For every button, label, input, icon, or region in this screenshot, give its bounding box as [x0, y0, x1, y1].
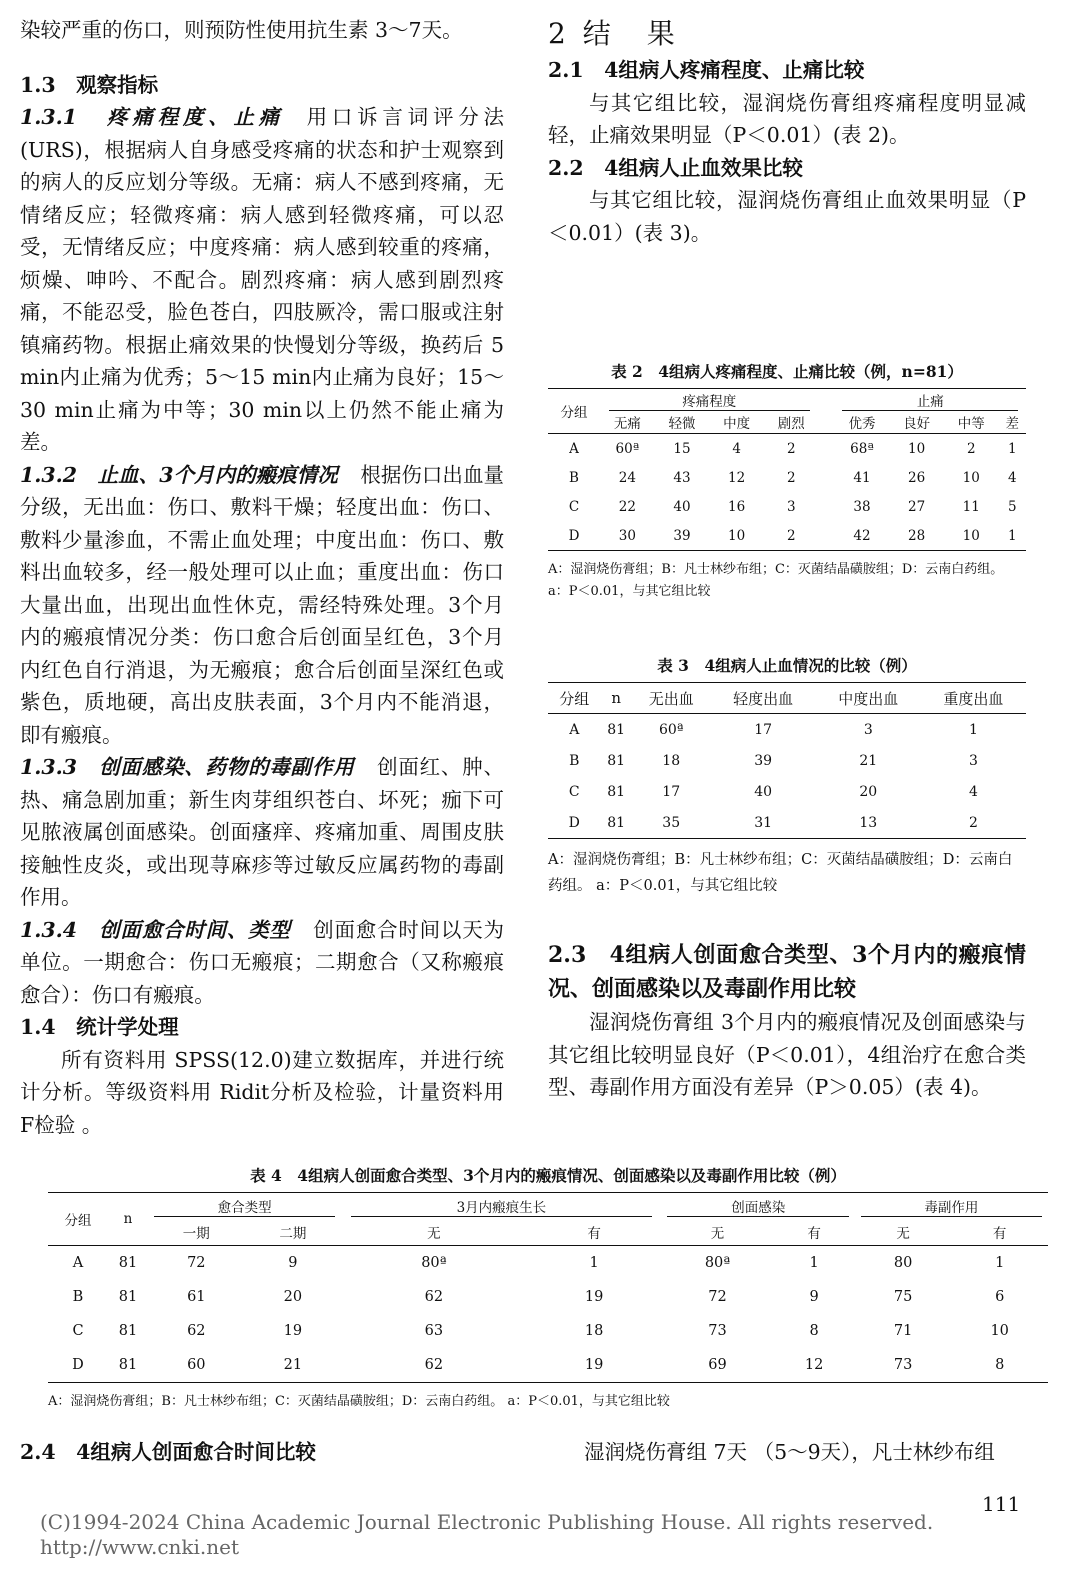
- heading-2-4: 2.4 4组病人创面愈合时间比较: [20, 1440, 316, 1464]
- table-2-col: 中等: [944, 411, 999, 434]
- table-3-col: 中度出血: [816, 683, 921, 714]
- paragraph-1-3-3: [20, 751, 504, 914]
- table-4-col: 无: [662, 1219, 774, 1246]
- heading-1-3-3: 1.3.3 创面感染、药物的毒副作用: [20, 755, 355, 779]
- table-4-caption: 表 4 4组病人创面愈合类型、3个月内的瘢痕情况、创面感染以及毒副作用比较（例）: [250, 1166, 846, 1185]
- table-row: C 81 62 19 63 18 73 8 71 10: [72, 1323, 1009, 1339]
- paragraph-1-3-3-text: 创面红、肿、热、痛急剧加重；新生肉芽组织苍白、坏死；痂下可见脓液属创面感染。创面瘙痒、疼痛加重、周围皮肤接触性皮炎，或出现荨麻疹等过敏反应属药物的毒副作用。: [20, 755, 504, 909]
- paragraph-1-3-2: [20, 459, 504, 752]
- table-3-col: 轻度出血: [711, 683, 816, 714]
- paragraph-1-3-4: [20, 914, 504, 1012]
- left-column: [20, 14, 504, 1141]
- table-row: B 81 61 20 62 19 72 9 75 6: [72, 1289, 1005, 1305]
- table-2: [548, 388, 1026, 551]
- table-2-col: 优秀: [835, 411, 890, 434]
- paragraph-2-1: 与其它组比较，湿润烧伤膏组疼痛程度明显减轻，止痛效果明显（P＜0.01）(表 2)。: [548, 90, 1026, 147]
- paragraph-1-3-1: [20, 101, 504, 459]
- paragraph-1-4: 所有资料用 SPSS(12.0)建立数据库，并进行统计分析。等级资料用 Ridit分析及检验，计量资料用 F检验 。: [20, 1047, 504, 1137]
- table-4-col: 无: [341, 1219, 526, 1246]
- heading-2-2: 2.2 4组病人止血效果比较: [548, 155, 803, 180]
- table-2-col: 剧烈: [764, 411, 819, 434]
- table-2-block: [548, 360, 1026, 603]
- table-2-note-2: a：P＜0.01，与其它组比较: [548, 584, 711, 599]
- heading-2-3: 2.3 4组病人创面愈合类型、3个月内的瘢痕情况、创面感染以及毒副作用比较: [548, 942, 1026, 1002]
- table-3-col: 重度出血: [921, 683, 1026, 714]
- table-row: A 81 72 9 80ª 1 80ª 1 80 1: [72, 1255, 1005, 1271]
- table-row: D 81 60 21 62 19 69 12 73 8: [72, 1357, 1005, 1373]
- table-4-group: 愈合类型: [148, 1193, 341, 1220]
- table-4-col: 有: [773, 1219, 854, 1246]
- table-2-note-1: A：湿润烧伤膏组；B：凡士林纱布组；C：灭菌结晶磺胺组；D：云南白药组。: [548, 562, 1004, 577]
- table-4-col: 有: [951, 1219, 1048, 1246]
- table-4-group: 毒副作用: [855, 1193, 1048, 1220]
- table-3: [548, 682, 1026, 839]
- table-4-n-header: n: [108, 1193, 148, 1246]
- table-4-group: 3月内瘢痕生长: [341, 1193, 661, 1220]
- table-4-group-header: 分组: [48, 1193, 108, 1246]
- table-3-col: 无出血: [632, 683, 711, 714]
- table-row: D 30 39 10 2 42 28 10 1: [568, 527, 1017, 544]
- table-row: C 22 40 16 3 38 27 11 5: [568, 498, 1017, 515]
- table-2-col: 良好: [889, 411, 944, 434]
- table-row: B 24 43 12 2 41 26 10 4: [569, 469, 1017, 486]
- table-4-col: 二期: [245, 1219, 342, 1246]
- heading-1-3-1: 1.3.1 疼痛程度、止痛: [20, 105, 285, 129]
- paragraph-1-3-2-text: 根据伤口出血量分级，无出血：伤口、敷料干燥；轻度出血：伤口、敷料少量渗血，不需止血处理；中度出血：伤口、敷料出血较多，经一般处理可以止血；重度出血：伤口大量出血，出现出血性休克，需经特殊处理。3个月内的瘢痕情况分类：伤口愈合后创面呈红色，3个月内红色自行消退，为无瘢痕；愈合后创面呈深红色或紫色，质地硬，高出皮肤表面，3个月内不能消退，即有瘢痕。: [20, 462, 504, 747]
- table-row: D 81 35 31 13 2: [568, 814, 978, 831]
- table-2-group-header: 分组: [548, 389, 600, 434]
- table-3-caption: 表 3 4组病人止血情况的比较（例）: [657, 656, 917, 675]
- table-3-col: n: [601, 683, 632, 714]
- table-2-relief-header: 止痛: [835, 389, 1026, 412]
- right-column-lower: [548, 938, 1026, 1104]
- table-2-col: 中度: [709, 411, 764, 434]
- heading-1-3: 1.3 观察指标: [20, 72, 159, 97]
- heading-1-3-4: 1.3.4 创面愈合时间、类型: [20, 917, 291, 942]
- table-2-col: 无痛: [600, 411, 655, 434]
- table-row: A 81 60ª 17 3 1: [569, 721, 978, 738]
- page-number: 111: [982, 1492, 1021, 1516]
- heading-1-3-2: 1.3.2 止血、3个月内的瘢痕情况: [20, 462, 338, 487]
- table-row: C 81 17 40 20 4: [568, 783, 978, 800]
- table-4: [48, 1192, 1048, 1383]
- continuation-paragraph: 染较严重的伤口，则预防性使用抗生素 3～7天。: [20, 18, 463, 42]
- copyright-footer: (C)1994-2024 China Academic Journal Electronic Publishing House. All rights reserved. http://www.cnki.net: [40, 1510, 974, 1559]
- table-4-col: 一期: [148, 1219, 245, 1246]
- table-2-caption: 表 2 4组病人疼痛程度、止痛比较（例，n=81）: [611, 362, 963, 381]
- table-2-pain-header: 疼痛程度: [600, 389, 819, 412]
- table-4-col: 无: [855, 1219, 952, 1246]
- paragraph-2-3: 湿润烧伤膏组 3个月内的瘢痕情况及创面感染与其它组比较明显良好（P＜0.01），4组治疗在愈合类型、毒副作用方面没有差异（P＞0.05）(表 4)。: [548, 1010, 1026, 1099]
- table-2-col: 轻微: [655, 411, 710, 434]
- heading-1-4: 1.4 统计学处理: [20, 1015, 179, 1039]
- table-2-col: 差: [999, 411, 1026, 434]
- table-4-note: A：湿润烧伤膏组；B：凡士林纱布组；C：灭菌结晶磺胺组；D：云南白药组。 a：P＜0.01，与其它组比较: [48, 1394, 670, 1409]
- paragraph-1-3-4-text: 创面愈合时间以天为单位。一期愈合：伤口无瘢痕；二期愈合（又称瘢痕愈合）：伤口有瘢痕。: [20, 917, 504, 1007]
- right-column: [548, 14, 1026, 249]
- paragraph-1-3-1-text: 用口诉言词评分法(URS)，根据病人自身感受疼痛的状态和护士观察到的病人的反应划分等级。无痛：病人不感到疼痛，无情绪反应；轻微疼痛：病人感到轻微疼痛，可以忍受，无情绪反应；中度疼痛：病人感到较重的疼痛，烦燥、呻吟、不配合。剧烈疼痛：病人感到剧烈疼痛，不能忍受，脸色苍白，四肢厥冷，需口服或注射镇痛药物。根据止痛效果的快慢划分等级，换药后 5 min内止痛为优秀；5～15 min内止痛为良好；15～30 min止痛为中等；30 min以上仍然不能止痛为差。: [20, 105, 504, 454]
- table-4-col: 有: [527, 1219, 662, 1246]
- section-2-heading: 2 结 果: [548, 17, 679, 50]
- table-3-col: 分组: [548, 683, 601, 714]
- paragraph-2-2: 与其它组比较，湿润烧伤膏组止血效果明显（P＜0.01）(表 3)。: [548, 188, 1026, 245]
- table-3-block: [548, 654, 1026, 899]
- table-row: A 60ª 15 4 2 68ª 10 2 1: [569, 440, 1017, 457]
- table-4-group: 创面感染: [662, 1193, 855, 1220]
- table-4-block: [48, 1164, 1048, 1413]
- heading-2-1: 2.1 4组病人疼痛程度、止痛比较: [548, 58, 865, 82]
- table-3-note: A：湿润烧伤膏组；B：凡士林纱布组；C：灭菌结晶磺胺组；D：云南白药组。 a：P＜0.01，与其它组比较: [548, 852, 1013, 894]
- paragraph-2-4: 湿润烧伤膏组 7天 （5～9天），凡士林纱布组: [584, 1440, 995, 1464]
- table-row: B 81 18 39 21 3: [569, 752, 978, 769]
